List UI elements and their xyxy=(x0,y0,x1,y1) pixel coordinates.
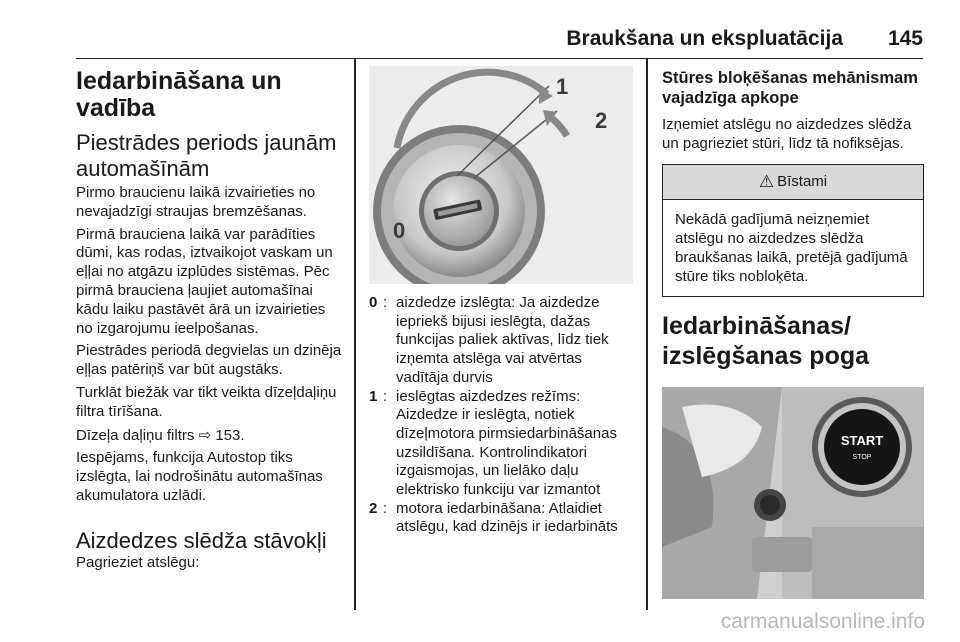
column-left xyxy=(76,60,346,573)
header-title: Braukšana un ekspluatācija xyxy=(566,27,843,50)
reference-page-link[interactable]: 153. xyxy=(215,426,245,444)
legend-number: 1 xyxy=(369,387,378,405)
paragraph-steering-lock: Izņemiet atslēgu no aizdedzes slēdža un pagrieziet stūri, līdz tā nofiksējas. xyxy=(662,116,912,152)
warning-title: Bīstami xyxy=(777,173,828,191)
legend-colon: : xyxy=(383,387,388,405)
position-label-2: 2 xyxy=(595,108,608,133)
column-middle xyxy=(369,60,633,537)
warning-icon: ⚠ xyxy=(758,171,775,192)
paragraph-intro: Pagrieziet atslēgu: xyxy=(76,553,200,571)
ignition-switch-illustration xyxy=(369,66,633,284)
stop-label: STOP xyxy=(852,453,872,461)
position-label-0: 0 xyxy=(393,218,406,243)
reference-arrow-icon: ⇨ xyxy=(198,425,212,444)
paragraph: Pirmo braucienu laikā izvairieties no nevajadzīgi straujas bremzēšanas. xyxy=(76,184,316,220)
column-divider-1 xyxy=(354,58,356,610)
legend-item xyxy=(369,500,633,537)
start-label: START xyxy=(840,432,884,448)
legend-text: ieslēgtas aizdedzes režīms: Aizdedze ir ieslēgta, notiek dīzeļmotora pirmsiedarbināšanas uzsildīšana. Kontrolindikatori izgaismojas, un lielāko daļu elektrisko funkciju var izmantot xyxy=(396,387,617,499)
legend-item xyxy=(369,388,633,500)
warning-text: Nekādā gadījumā neizņemiet atslēgu no aizdedzes slēdža braukšanas laikā, pretējā gadījumā stūre tiks nobloķēta. xyxy=(675,210,908,285)
dpf-label: Dīzeļa daļiņu filtrs xyxy=(76,426,195,444)
start-stop-button-photo xyxy=(662,387,924,599)
legend-item xyxy=(369,294,633,388)
watermark: carmanualsonline.info xyxy=(720,610,925,633)
legend-number: 2 xyxy=(369,499,378,517)
legend-colon: : xyxy=(383,294,388,311)
legend-text: aizdedze izslēgta: Ja aizdedze iepriekš bijusi ieslēgta, dažas funkcijas paliek aktīvas, līdz tiek izņemta atslēga vai atvērtas vadītāja durvis xyxy=(396,294,609,386)
ignition-switch-figure xyxy=(369,66,633,284)
paragraph: Pirmā brauciena laikā var parādīties dūmi, kas rodas, iztvaikojot vaskam un eļļai no atgāzu izplūdes sistēmas. Pēc pirmā brauciena ļaujiet automašīnai kādu laiku pastāvēt ārā un izvairieties no izgarojumu ieelpošanas. xyxy=(76,225,333,337)
paragraph: Turklāt biežāk var tikt veikta dīzeļdaļiņu filtra tīrīšana. xyxy=(76,383,337,420)
column-divider-2 xyxy=(646,58,648,610)
legend-text: motora iedarbināšana: Atlaidiet atslēgu, kad dzinējs ir iedarbināts xyxy=(396,499,618,536)
legend-colon: : xyxy=(383,499,388,517)
heading-steering-lock: Stūres bloķēšanas mehānismam vajadzīga apkope xyxy=(662,69,918,107)
page-header xyxy=(76,24,923,59)
paragraph: Piestrādes periodā degvielas un dzinēja eļļas patēriņš var būt augstāks. xyxy=(76,342,342,379)
start-stop-photo-illustration xyxy=(662,387,924,599)
section-heading-ignition: Aizdedzes slēdža stāvokļi xyxy=(76,527,327,553)
position-label-1: 1 xyxy=(556,74,569,99)
legend-number: 0 xyxy=(369,294,378,311)
sub-heading-break-in: Piestrādes periods jaunām automašīnām xyxy=(76,130,337,181)
legend-list xyxy=(369,294,633,537)
heading-start-stop-button: Iedarbināšanas/ izslēgšanas poga xyxy=(662,311,870,370)
paragraph-dpf-ref xyxy=(76,426,346,446)
main-heading: Iedarbināšana un vadība xyxy=(76,67,282,122)
column-right xyxy=(662,60,924,599)
paragraph: Iespējams, funkcija Autostop tiks izslēgta, lai nodrošinātu automašīnas akumulatora uzlādi. xyxy=(76,449,323,504)
warning-header xyxy=(663,165,923,200)
page-number: 145 xyxy=(887,27,923,50)
warning-box xyxy=(662,164,924,297)
